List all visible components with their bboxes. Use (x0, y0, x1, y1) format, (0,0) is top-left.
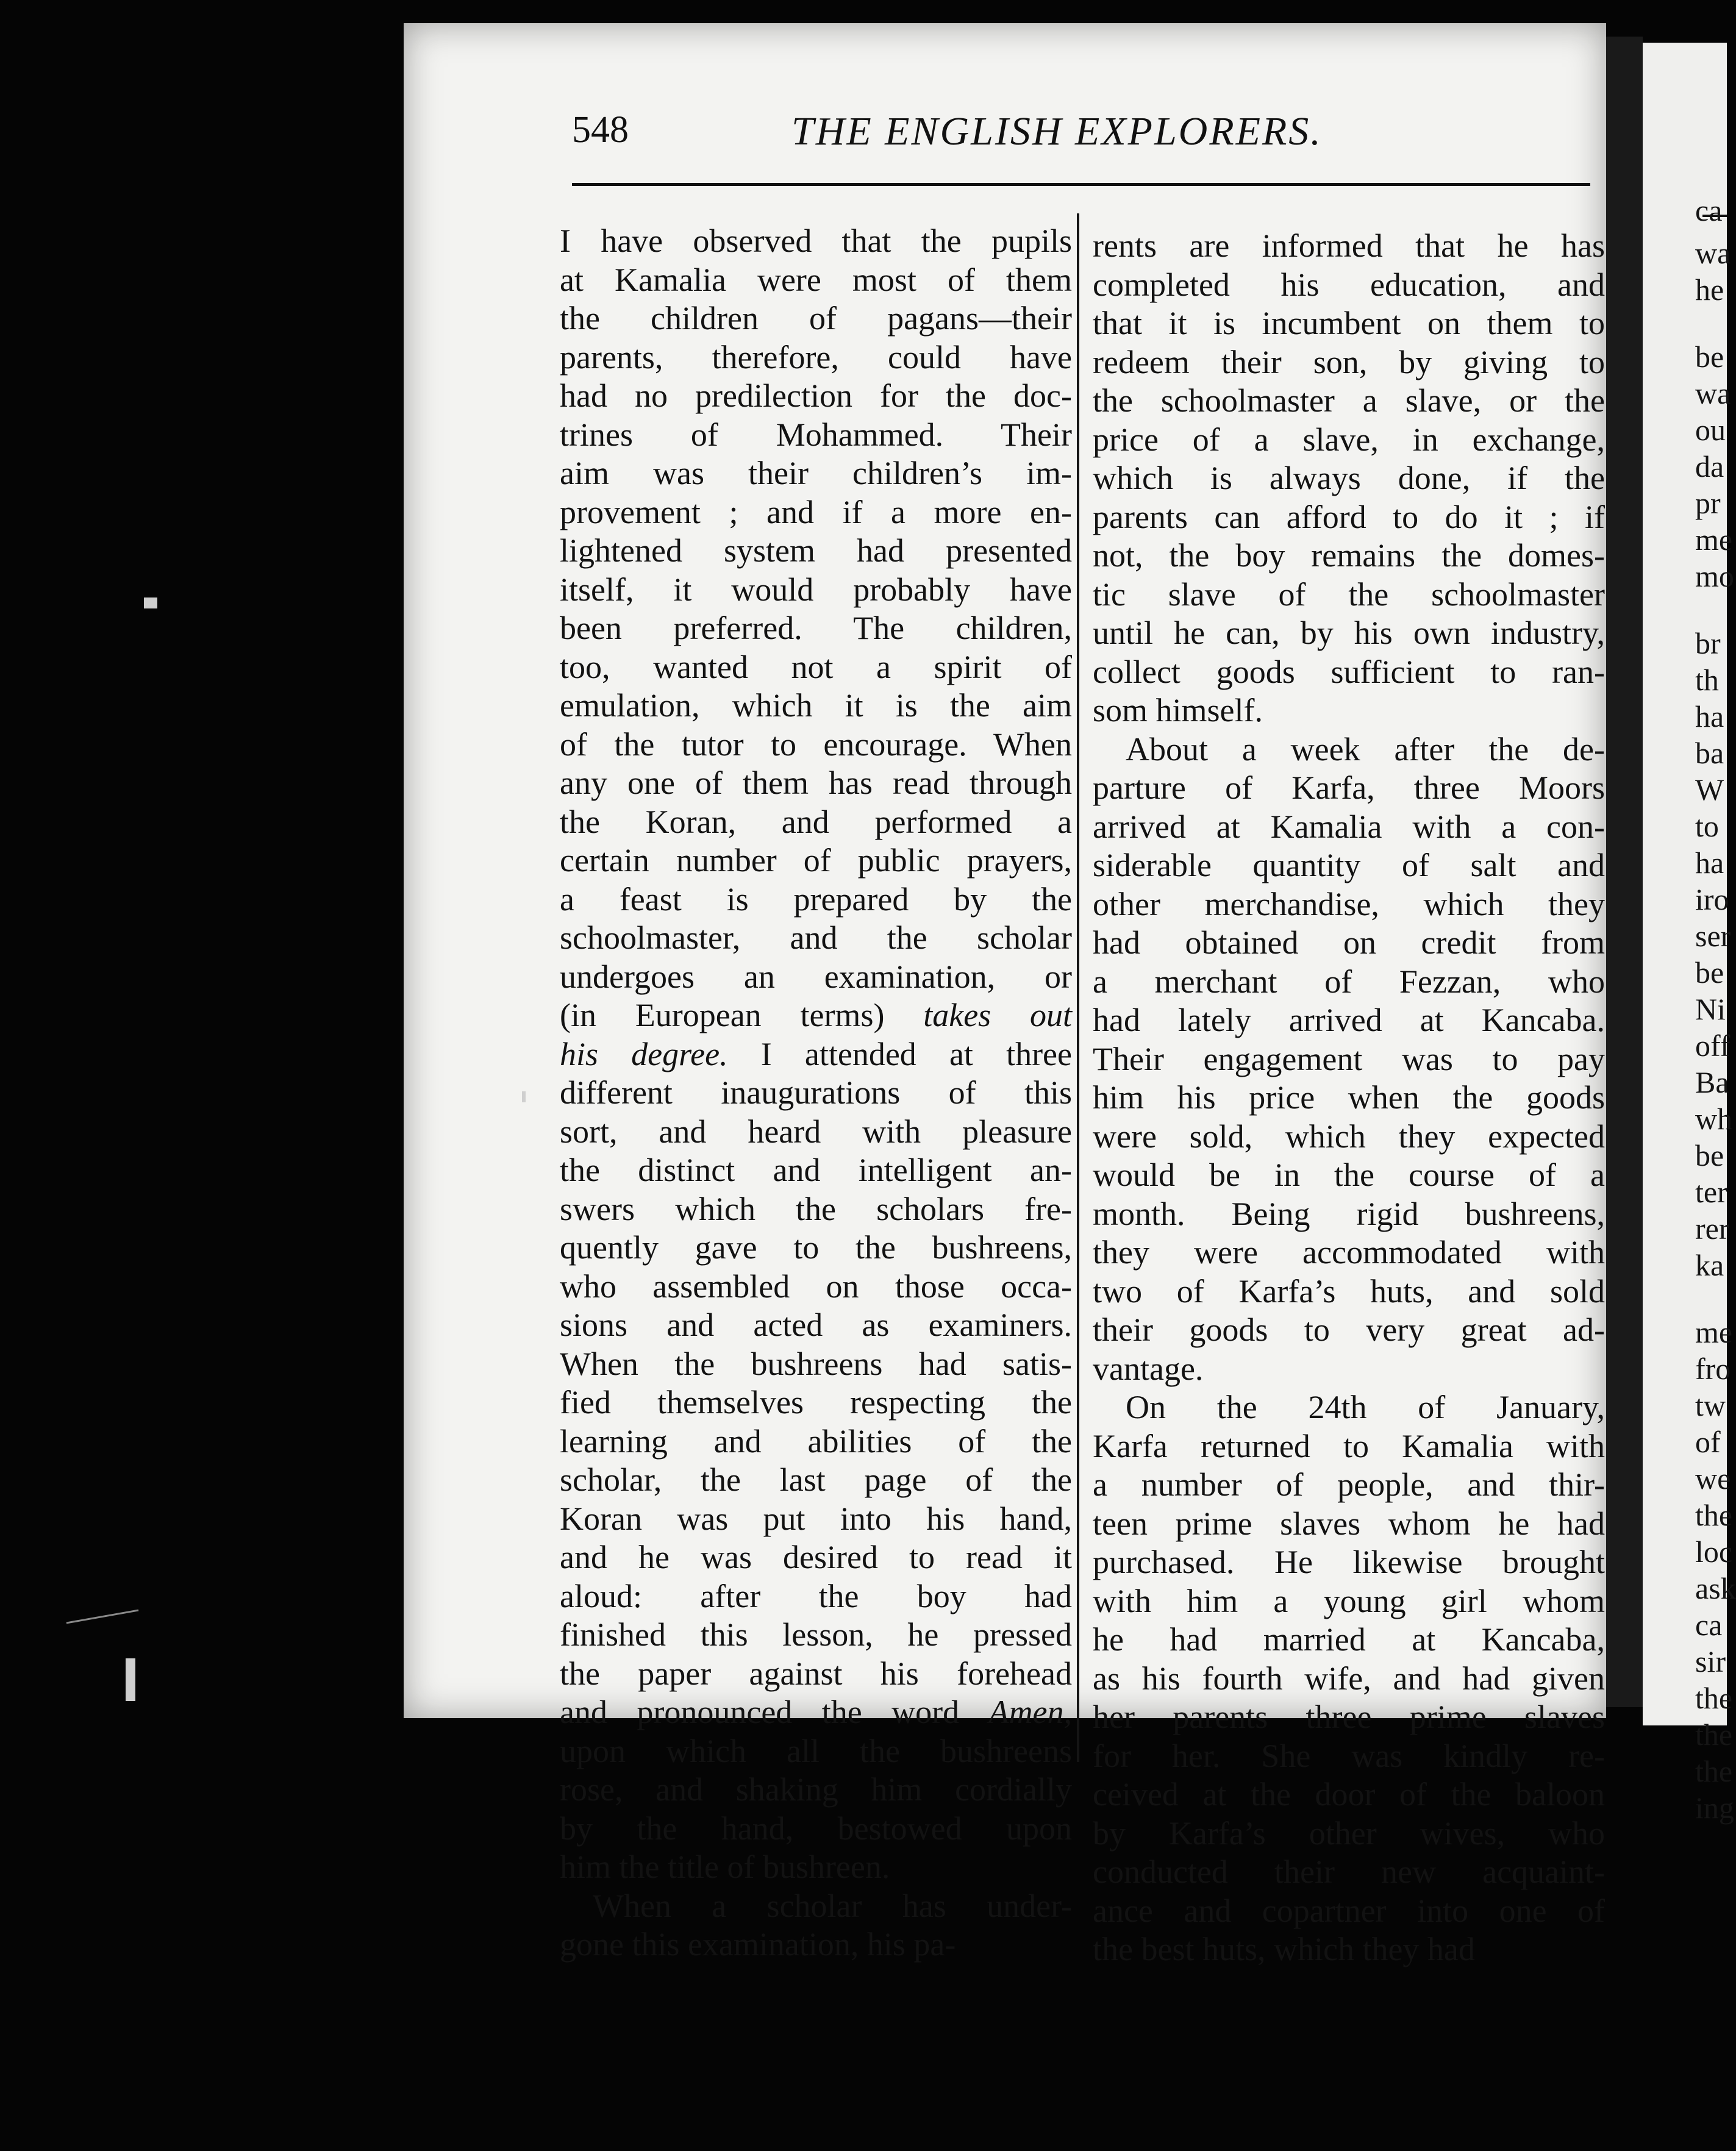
text-line: the schoolmaster a slave, or the (1093, 382, 1605, 419)
text-line: he had married at Kancaba, (1093, 1621, 1605, 1658)
text-line: until he can, by his own industry, (1093, 615, 1605, 651)
text-line: a feast is prepared by the (560, 880, 1072, 918)
text-line: parture of Karfa, three Moors (1093, 769, 1605, 806)
text-line: and he was desired to read it (560, 1539, 1072, 1575)
text-line: the Koran, and performed a (560, 803, 1072, 840)
text-line: and pronounced the word Amen, (560, 1694, 1072, 1730)
adjacent-page-fragment: we (1695, 1461, 1731, 1496)
text-line: siderable quantity of salt and (1093, 847, 1605, 883)
adjacent-page-fragment: ba (1695, 736, 1724, 770)
column-divider (1077, 213, 1079, 1762)
text-line: provement ; and if a more en- (560, 493, 1072, 530)
text-line: emulation, which it is the aim (560, 687, 1072, 724)
text-line: sions and acted as examiners. (560, 1307, 1072, 1343)
text-line: for her. She was kindly re- (1093, 1737, 1605, 1774)
text-line: redeem their son, by giving to (1093, 343, 1605, 380)
text-line: swers which the scholars fre- (560, 1190, 1072, 1227)
text-line: finished this lesson, he pressed (560, 1616, 1072, 1653)
text-line: scholar, the last page of the (560, 1461, 1072, 1498)
text-line: parents can afford to do it ; if (1093, 498, 1605, 535)
text-line: the paper against his forehead (560, 1655, 1072, 1692)
adjacent-page-fragment: tw (1695, 1388, 1726, 1422)
adjacent-page-fragment: sir (1695, 1644, 1726, 1678)
text-line: Karfa returned to Kamalia with (1093, 1427, 1605, 1464)
scan-speck (144, 598, 157, 608)
header-rule (572, 183, 1590, 186)
text-line: gone this examination, his pa- (560, 1926, 956, 1963)
text-line: collect goods sufficient to ran- (1093, 653, 1605, 690)
text-line: that it is incumbent on them to (1093, 305, 1605, 341)
text-line: the distinct and intelligent an- (560, 1152, 1072, 1188)
page-header (572, 109, 1590, 155)
adjacent-page-fragment: me (1695, 1315, 1733, 1349)
text-line: by Karfa’s other wives, who (1093, 1814, 1605, 1852)
running-title: THE ENGLISH EXPLORERS. (791, 109, 1323, 154)
text-line: as his fourth wife, and had given (1093, 1660, 1605, 1697)
text-line: I have observed that the pupils (560, 223, 1072, 259)
text-line: of the tutor to encourage. When (560, 726, 1072, 763)
text-line: upon which all the bushreens (560, 1732, 1072, 1769)
adjacent-page-fragment: ca (1695, 193, 1723, 227)
text-line: Koran was put into his hand, (560, 1500, 1072, 1537)
adjacent-page-fragment: W (1695, 772, 1724, 807)
adjacent-page-fragment: the (1695, 1681, 1733, 1715)
text-line: lightened system had presented (560, 532, 1072, 569)
text-line: him the title of bushreen. (560, 1849, 890, 1885)
adjacent-page-fragment: wa (1695, 376, 1731, 410)
text-line: About a week after the de- (1126, 730, 1605, 768)
adjacent-page-fragment: fro (1695, 1352, 1731, 1386)
adjacent-page-fragment: be (1695, 955, 1724, 990)
adjacent-page-edge (1643, 43, 1736, 1825)
adjacent-page-fragment: to (1695, 809, 1719, 843)
adjacent-page-fragment: be (1695, 1138, 1724, 1172)
text-line: had obtained on credit from (1093, 924, 1605, 961)
text-line: price of a slave, in exchange, (1093, 421, 1605, 458)
text-line: (in European terms) takes out (560, 997, 1072, 1033)
text-line: different inaugurations of this (560, 1074, 1072, 1111)
adjacent-page-fragment: pr (1695, 486, 1721, 520)
adjacent-page-fragment: Ba (1695, 1065, 1729, 1099)
text-line: the best huts, which they had (1093, 1931, 1475, 1967)
text-line: completed his education, and (1093, 266, 1605, 303)
text-line: itself, it would probably have (560, 571, 1072, 608)
adjacent-page-fragment: br (1695, 626, 1721, 660)
text-line: too, wanted not a spirit of (560, 648, 1072, 685)
text-line: tic slave of the schoolmaster (1093, 576, 1605, 613)
text-line: the children of pagans—their (560, 300, 1072, 337)
adjacent-page-fragment: da (1695, 449, 1724, 483)
text-line: ance and copartner into one of (1093, 1892, 1605, 1929)
text-line: were sold, which they expected (1093, 1118, 1605, 1155)
adjacent-page-fragment: iro (1695, 882, 1729, 916)
text-line: aloud: after the boy had (560, 1577, 1072, 1614)
text-line: conducted their new acquaint- (1093, 1853, 1605, 1890)
text-line: been preferred. The children, (560, 610, 1072, 646)
adjacent-page-fragment: of (1695, 1425, 1721, 1459)
adjacent-page-fragment: ser (1695, 919, 1731, 953)
adjacent-page-fragment: be (1695, 340, 1724, 374)
text-line: her parents three prime slaves (1093, 1699, 1605, 1735)
adjacent-page-fragment: me (1695, 523, 1733, 557)
adjacent-page-fragment: ter (1695, 1175, 1727, 1209)
adjacent-page-fragment: wh (1695, 1102, 1733, 1136)
text-line: had no predilection for the doc- (560, 377, 1072, 414)
text-line: they were accommodated with (1093, 1234, 1605, 1271)
text-line: sort, and heard with pleasure (560, 1113, 1072, 1150)
adjacent-page-fragment: ing (1695, 1791, 1734, 1825)
text-line: ceived at the door of the baloon (1093, 1776, 1605, 1813)
text-line: learning and abilities of the (560, 1422, 1072, 1460)
text-line: by the hand, bestowed upon (560, 1810, 1072, 1847)
text-line: him his price when the goods (1093, 1079, 1605, 1116)
adjacent-page-fragment: ha (1695, 846, 1724, 880)
text-line: quently gave to the bushreens, (560, 1229, 1072, 1266)
text-line: his degree. I attended at three (560, 1035, 1072, 1072)
text-line: a number of people, and thir- (1093, 1466, 1605, 1503)
adjacent-page-fragment: ka (1695, 1248, 1724, 1282)
text-line: at Kamalia were most of them (560, 261, 1072, 298)
adjacent-page-fragment: ca (1695, 1608, 1723, 1642)
adjacent-page-fragment: off (1695, 1029, 1731, 1063)
adjacent-page-fragment: ha (1695, 699, 1724, 733)
adjacent-page-fragment: mo (1695, 559, 1734, 593)
text-line: rents are informed that he has (1093, 227, 1605, 264)
text-line: had lately arrived at Kancaba. (1093, 1002, 1605, 1038)
text-line: other merchandise, which they (1093, 885, 1605, 922)
scan-scratch (66, 1610, 139, 1624)
text-line: aim was their children’s im- (560, 455, 1072, 491)
text-line: who assembled on those occa- (560, 1268, 1072, 1305)
text-line: which is always done, if the (1093, 460, 1605, 496)
adjacent-page-fragment: the (1695, 1498, 1733, 1532)
text-line: arrived at Kamalia with a con- (1093, 808, 1605, 845)
text-line: som himself. (1093, 692, 1263, 729)
text-line: trines of Mohammed. Their (560, 416, 1072, 453)
adjacent-page-fragment: th (1695, 663, 1719, 697)
text-line: schoolmaster, and the scholar (560, 919, 1072, 956)
text-line: two of Karfa’s huts, and sold (1093, 1272, 1605, 1310)
text-line: fied themselves respecting the (560, 1384, 1072, 1421)
text-line: When a scholar has under- (593, 1887, 1072, 1924)
text-line: a merchant of Fezzan, who (1093, 963, 1605, 1000)
text-line: any one of them has read through (560, 765, 1072, 801)
text-line: On the 24th of January, (1126, 1389, 1605, 1425)
left-text-column (560, 222, 1072, 1964)
text-line: month. Being rigid bushreens, (1093, 1195, 1605, 1232)
text-line: would be in the course of a (1093, 1157, 1605, 1193)
text-line: teen prime slaves whom he had (1093, 1505, 1605, 1542)
right-text-column (1093, 227, 1605, 1969)
text-line: rose, and shaking him cordially (560, 1771, 1072, 1808)
text-line: Their engagement was to pay (1093, 1040, 1605, 1077)
text-line: vantage. (1093, 1350, 1204, 1387)
adjacent-page-fragment: the (1695, 1718, 1733, 1752)
text-line: not, the boy remains the domes- (1093, 537, 1605, 574)
text-line: with him a young girl whom (1093, 1582, 1605, 1619)
scan-speck (126, 1658, 135, 1701)
adjacent-page-fragment: the (1695, 1754, 1733, 1788)
adjacent-page-fragment: wa (1695, 236, 1731, 270)
text-line: their goods to very great ad- (1093, 1311, 1605, 1348)
adjacent-page-fragment: Ni (1695, 992, 1726, 1026)
adjacent-page-fragment: loc (1695, 1535, 1733, 1569)
book-spine-shadow (1606, 37, 1643, 1707)
text-line: parents, therefore, could have (560, 338, 1072, 376)
text-line: certain number of public prayers, (560, 842, 1072, 879)
adjacent-page-fragment: ou (1695, 413, 1726, 447)
adjacent-page-fragment: rer (1695, 1211, 1729, 1246)
adjacent-page-fragment: ask (1695, 1571, 1736, 1605)
scan-speck (522, 1091, 526, 1102)
adjacent-page-fragment: he (1695, 273, 1724, 307)
text-line: undergoes an examination, or (560, 958, 1072, 995)
page-number: 548 (572, 109, 629, 151)
text-line: purchased. He likewise brought (1093, 1544, 1605, 1580)
text-line: When the bushreens had satis- (560, 1345, 1072, 1382)
